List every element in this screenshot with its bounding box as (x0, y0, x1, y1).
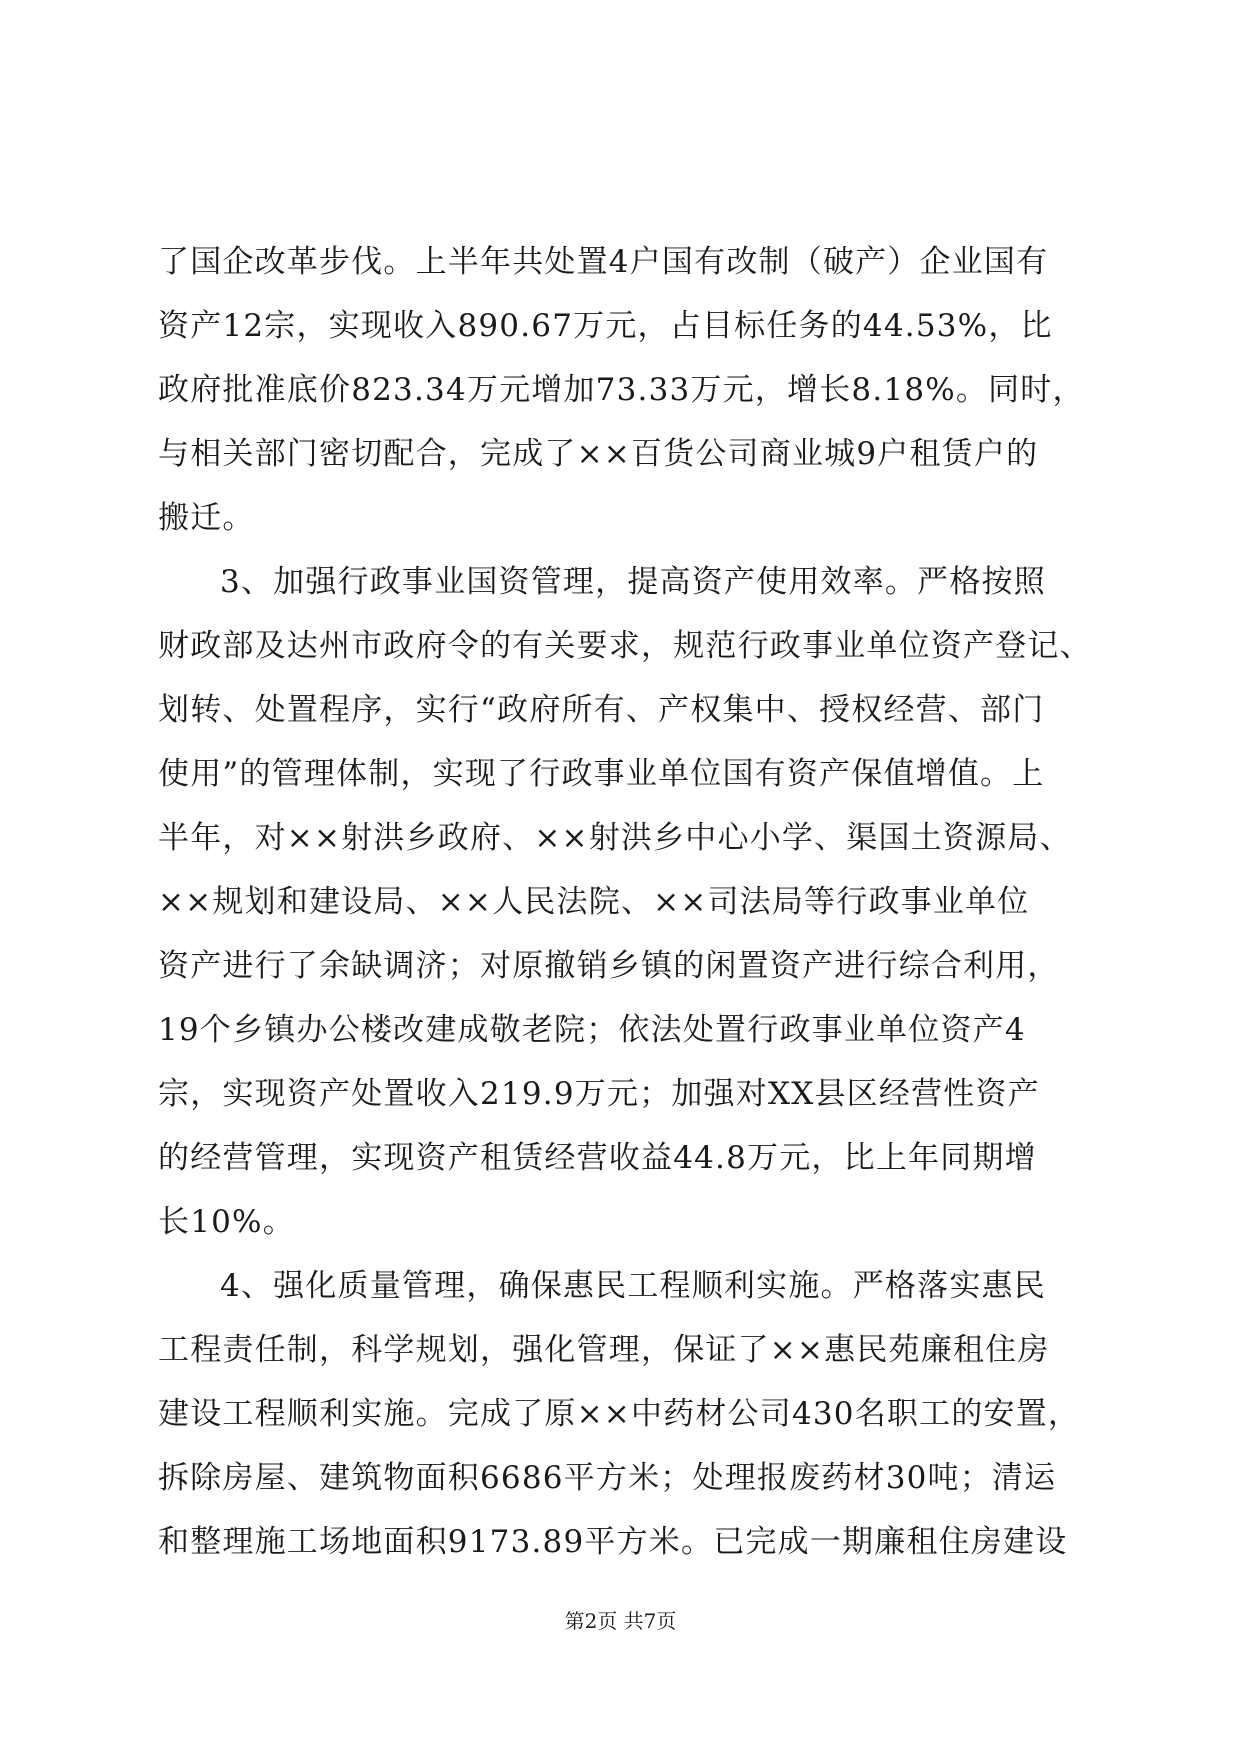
text-line: 和整理施工场地面积9173.89平方米。已完成一期廉租住房建设 (158, 1524, 1068, 1560)
text-line: 资产进行了余缺调济；对原撤销乡镇的闲置资产进行综合利用， (158, 948, 1060, 984)
page-number-footer: 第2页 共7页 (564, 1609, 677, 1633)
text-line: 长10%。 (158, 1204, 295, 1240)
text-line: 工程责任制，科学规划，强化管理，保证了××惠民苑廉租住房 (158, 1332, 1050, 1368)
text-line: 半年，对××射洪乡政府、××射洪乡中心小学、渠国土资源局、 (158, 820, 1072, 856)
text-line: 的经营管理，实现资产租赁经营收益44.8万元，比上年同期增 (158, 1140, 1037, 1176)
text-line: 了国企改革步伐。上半年共处置4户国有改制（破产）企业国有 (158, 244, 1049, 280)
text-line: 搬迁。 (158, 500, 255, 536)
text-line: 与相关部门密切配合，完成了××百货公司商业城9户租赁户的 (158, 436, 1039, 472)
text-line: 3、加强行政事业国资管理，提高资产使用效率。严格按照 (220, 564, 1046, 600)
text-line: 19个乡镇办公楼改建成敬老院；依法处置行政事业单位资产4 (158, 1012, 1026, 1048)
text-line: 拆除房屋、建筑物面积6686平方米；处理报废药材30吨；清运 (158, 1460, 1057, 1496)
text-line: 建设工程顺利实施。完成了原××中药材公司430名职工的安置， (158, 1396, 1081, 1432)
text-line: 资产12宗，实现收入890.67万元，占目标任务的44.53%，比 (158, 308, 1053, 344)
text-line: 财政部及达州市政府令的有关要求，规范行政事业单位资产登记、 (158, 628, 1092, 664)
text-line: 宗，实现资产处置收入219.9万元；加强对XX县区经营性资产 (158, 1076, 1040, 1112)
text-line: ××规划和建设局、××人民法院、××司法局等行政事业单位 (158, 884, 1030, 920)
document-body (158, 230, 1092, 1574)
text-line: 4、强化质量管理，确保惠民工程顺利实施。严格落实惠民 (220, 1268, 1046, 1304)
text-line: 政府批准底价823.34万元增加73.33万元，增长8.18%。同时， (158, 372, 1085, 408)
text-line: 划转、处置程序，实行“政府所有、产权集中、授权经营、部门 (158, 692, 1045, 728)
text-line: 使用”的管理体制，实现了行政事业单位国有资产保值增值。上 (158, 756, 1045, 792)
